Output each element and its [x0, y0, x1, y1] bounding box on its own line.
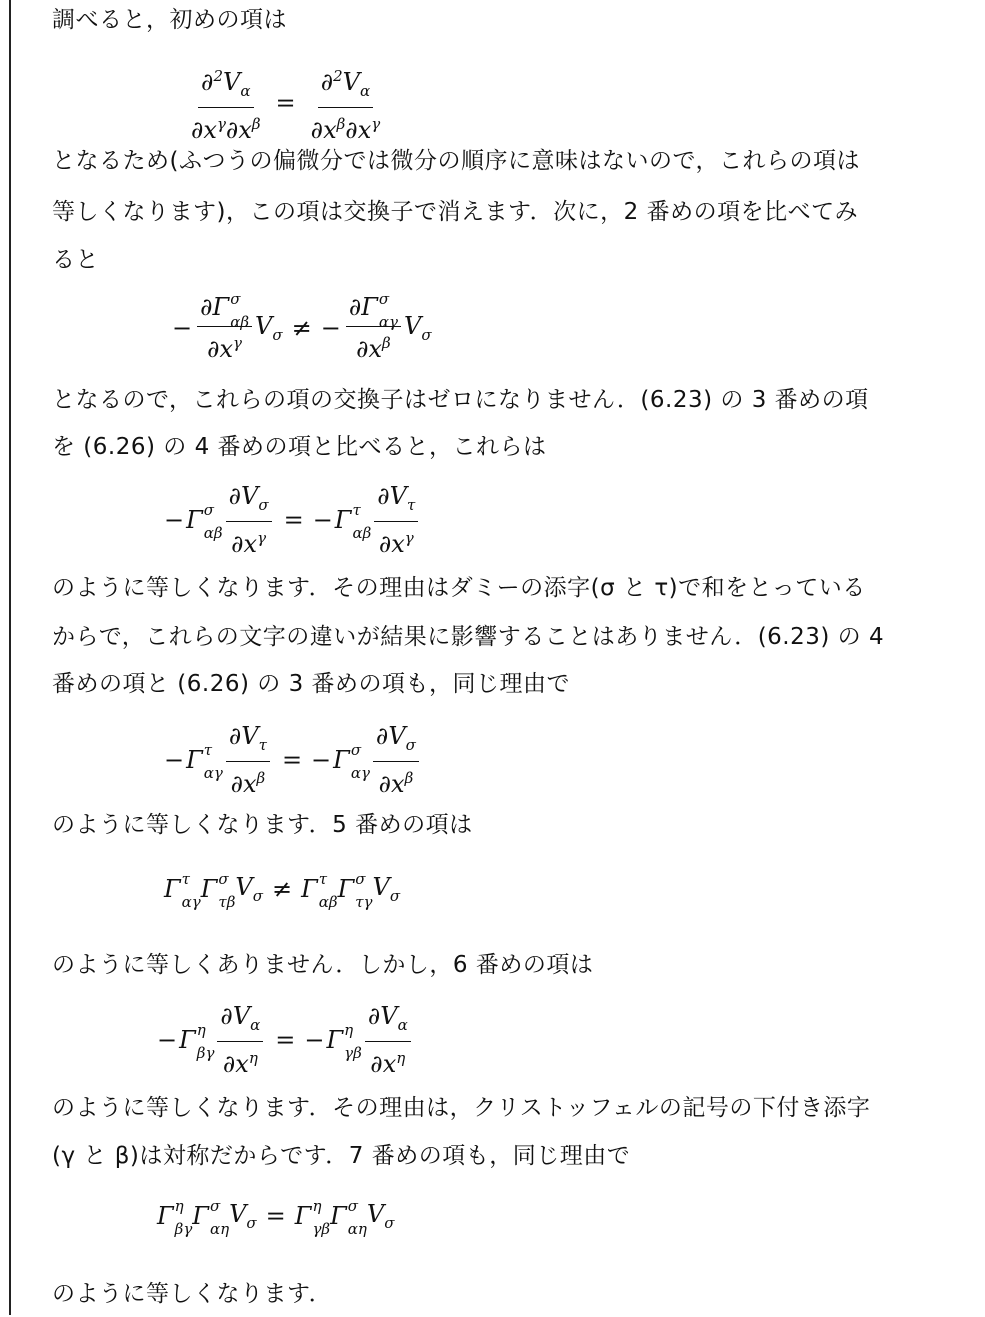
paragraph-line-11: のように等しくありません．しかし，6 番めの項は	[52, 952, 594, 978]
equation-operator: =	[283, 505, 304, 534]
fraction: $\frac{\partial V_\alpha}{\partial x^\eta}$	[365, 1002, 411, 1078]
equation-operator: =	[281, 745, 303, 774]
equation-6: − Γ η βγ $\frac{\partial V_\alpha}{\partial x^\eta}$ = − Γ η γβ $\frac{\partial V_\alpha}{\partial x^\eta}$	[157, 1002, 414, 1078]
fraction: $\frac{\partial V_\sigma}{\partial x^\beta}$	[373, 722, 419, 798]
equation-1	[185, 62, 386, 144]
paragraph-line-4: ると	[52, 247, 99, 273]
paragraph-line-1: 調べると，初めの項は	[52, 7, 287, 33]
paragraph-line-3: 等しくなります)，この項は交換子で消えます．次に，2 番めの項を比べてみ	[52, 199, 859, 225]
fraction: ∂Γ σ αβ $\partial x^\gamma$	[197, 293, 252, 363]
fraction: $\frac{\partial V_\sigma}{\partial x^\gamma}$	[226, 482, 272, 558]
paragraph-line-6: を (6.26) の 4 番めの項と比べると，これらは	[52, 434, 547, 460]
paragraph-line-10: のように等しくなります．5 番めの項は	[52, 812, 473, 838]
equation-operator: =	[275, 88, 296, 117]
fraction: $\frac{\partial V_\tau}{\partial x^\beta}$	[226, 722, 270, 798]
paragraph-line-7: のように等しくなります．その理由はダミーの添字(σ と τ)で和をとっている	[52, 575, 866, 601]
equation-3: − Γ σ αβ $\frac{\partial V_\sigma}{\partial x^\gamma}$ = − Γ τ αβ $\frac{\partial V_\tau}{\partial x^\gamma}$	[164, 482, 421, 558]
equation-operator: =	[275, 1025, 296, 1054]
paragraph-line-9: 番めの項と (6.26) の 3 番めの項も，同じ理由で	[52, 671, 571, 697]
paragraph-line-12: のように等しくなります．その理由は，クリストッフェルの記号の下付き添字	[52, 1095, 871, 1121]
equation-5: Γ τ αγ Γ σ τβ $V_\sigma$ ≠ Γ τ αβ Γ σ τγ $V_\sigma$	[164, 869, 401, 911]
paragraph-line-2: となるため(ふつうの偏微分では微分の順序に意味はないので，これらの項は	[52, 148, 861, 174]
equation-operator: ≠	[291, 313, 312, 342]
equation-operator: ≠	[272, 874, 293, 903]
equation-4: − Γ τ αγ $\frac{\partial V_\tau}{\partial x^\beta}$ = − Γ σ αγ $\frac{\partial V_\sigma}{\partial x^\beta}$	[164, 722, 422, 798]
equation-2: − ∂Γ σ αβ $\partial x^\gamma$ $V_\sigma$ ≠ − ∂Γ σ αγ $\partial x^\beta$ $V_\sigma$	[172, 289, 432, 363]
equation-operator: =	[265, 1201, 286, 1230]
fraction: $\frac{\partial^2V_\alpha}{\partial x^\beta\partial x^\gamma}$	[308, 62, 384, 144]
fraction: $\frac{\partial^2V_\alpha}{\partial x^\gamma\partial x^\beta}$	[188, 62, 264, 144]
fraction: $\frac{\partial V_\tau}{\partial x^\gamma}$	[374, 482, 418, 558]
paragraph-line-14: のように等しくなります．	[52, 1281, 333, 1307]
paragraph-line-5: となるので，これらの項の交換子はゼロになりません．(6.23) の 3 番めの項	[52, 387, 869, 413]
fraction: $\frac{\partial V_\alpha}{\partial x^\eta}$	[217, 1002, 263, 1078]
fraction: ∂Γ σ αγ $\partial x^\beta$	[346, 293, 401, 363]
equation-7: Γ η βγ Γ σ αη $V_\sigma$ = Γ η γβ Γ σ αη $V_\sigma$	[157, 1196, 395, 1238]
paragraph-line-13: (γ と β)は対称だからです．7 番めの項も，同じ理由で	[52, 1143, 631, 1169]
paragraph-line-8: からで，これらの文字の違いが結果に影響することはありません．(6.23) の 4	[52, 624, 885, 650]
